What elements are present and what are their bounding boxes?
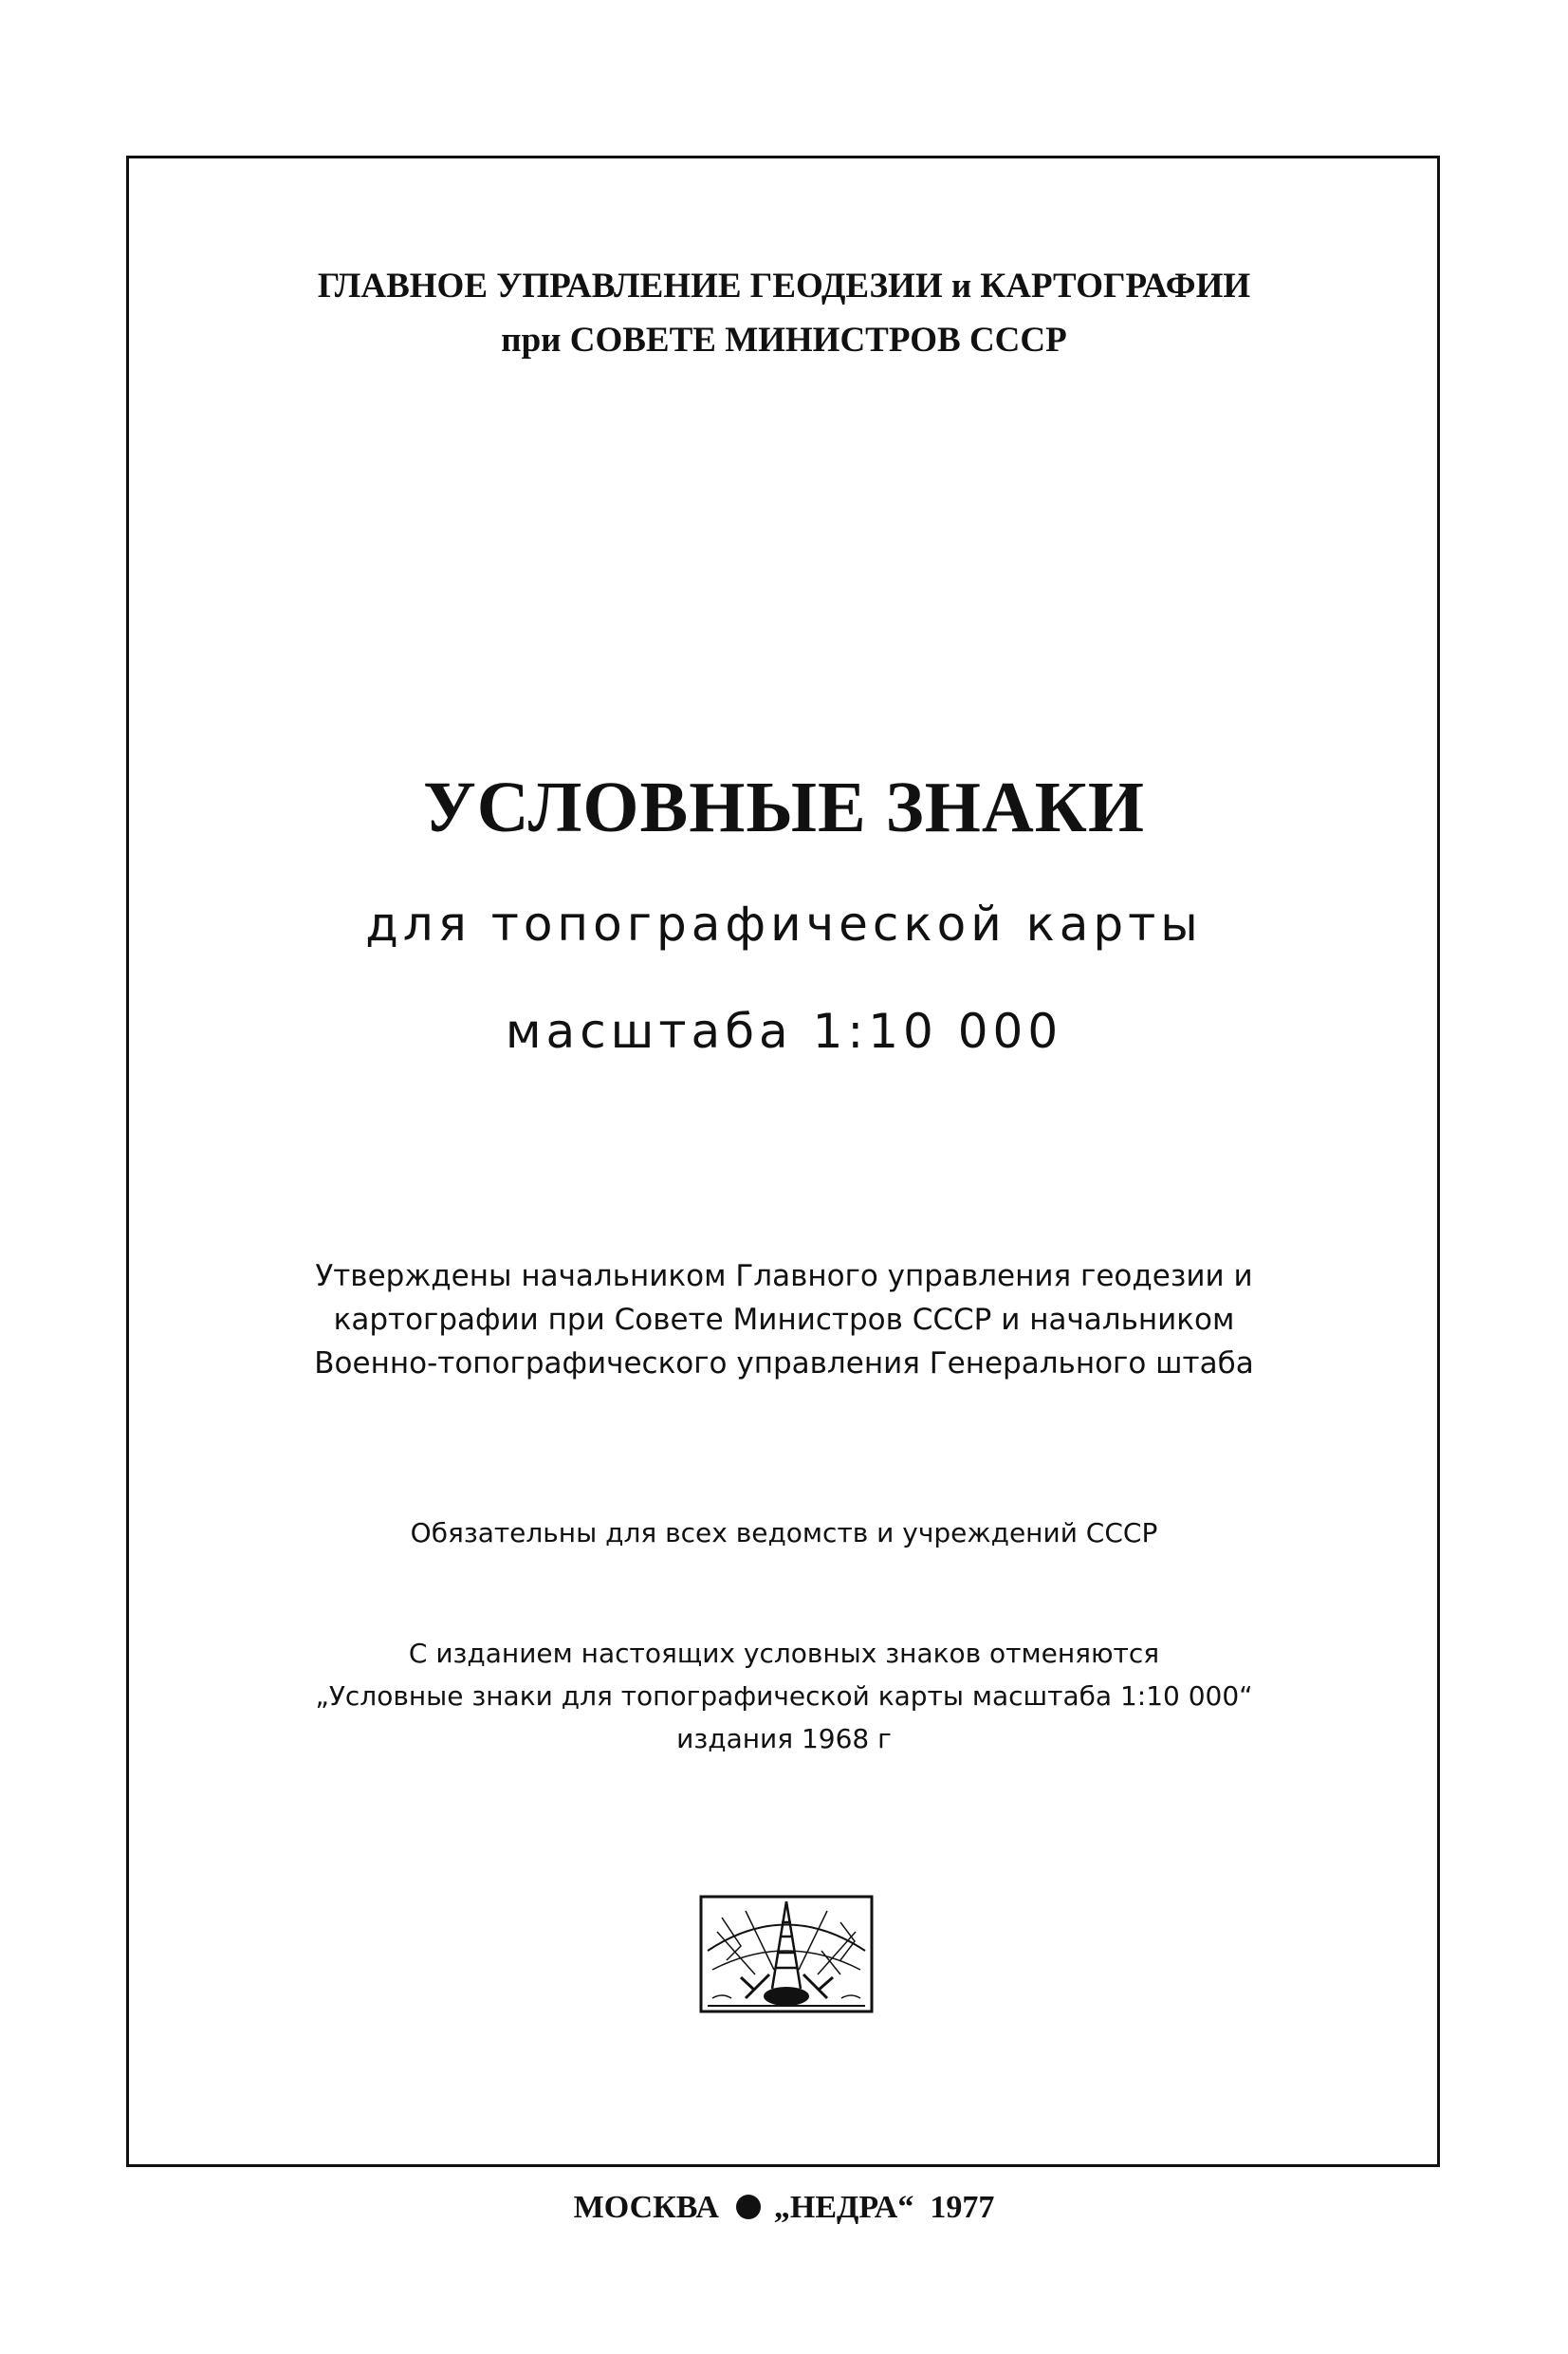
document-subtitle: для топографической карты (365, 897, 1203, 952)
organization-line-1: ГЛАВНОЕ УПРАВЛЕНИЕ ГЕОДЕЗИИ и КАРТОГРАФИИ (317, 267, 1251, 306)
mandatory-notice: Обязательны для всех ведомств и учреждений СССР (410, 1517, 1158, 1548)
imprint-publisher: „НЕДРА“ (773, 2190, 914, 2225)
supersedes-line-2: „Условные знаки для топографической карты масштаба 1:10 000“ (315, 1680, 1253, 1712)
imprint-year: 1977 (930, 2190, 995, 2225)
page-border-frame (126, 156, 1440, 2167)
imprint-city: МОСКВА (573, 2190, 719, 2225)
approval-line-3: Военно-топографического управления Генерального штаба (314, 1346, 1254, 1381)
document-title: УСЛОВНЫЕ ЗНАКИ (423, 768, 1145, 847)
supersedes-line-3: издания 1968 г (676, 1723, 892, 1754)
bullet-dot-icon (736, 2195, 761, 2219)
organization-line-2: при СОВЕТЕ МИНИСТРОВ СССР (501, 321, 1067, 360)
supersedes-line-1: С изданием настоящих условных знаков отменяются (408, 1638, 1160, 1669)
nedra-publisher-emblem-icon (698, 1894, 875, 2014)
document-scale: масштаба 1:10 000 (505, 1004, 1063, 1059)
publisher-imprint (0, 2190, 1568, 2226)
approval-line-2: картографии при Совете Министров СССР и начальником (333, 1303, 1235, 1337)
approval-line-1: Утверждены начальником Главного управления геодезии и (315, 1259, 1253, 1293)
